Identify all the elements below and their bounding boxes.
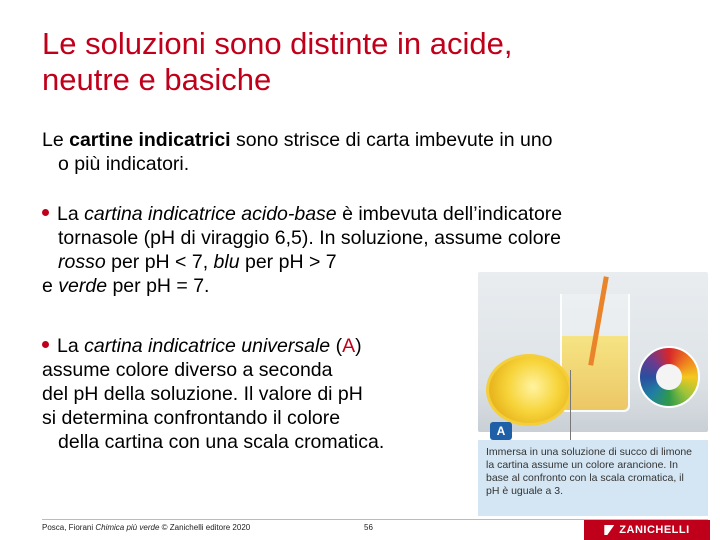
universal-paragraph: [42, 334, 482, 454]
p2-text-a: La: [57, 203, 85, 225]
logo-mark-icon: [604, 525, 614, 535]
intro-term: cartine indicatrici: [69, 129, 231, 151]
p2-l3-t2: per pH > 7: [239, 251, 337, 273]
intro-text-pre: Le: [42, 129, 70, 151]
p3-text-b: (: [330, 335, 343, 357]
slide-title: [42, 26, 682, 98]
p2-red-word: rosso: [58, 251, 106, 273]
bullet-icon: [42, 341, 49, 348]
color-scale-wheel-icon: [638, 346, 700, 408]
publisher-logo: [584, 520, 710, 540]
p2-term: cartina indicatrice acido-base: [84, 203, 337, 225]
p2-green-word: verde: [58, 275, 108, 297]
intro-text-post: sono strisce di carta imbevute in uno: [230, 129, 553, 151]
footer-credit-pre: Posca, Fiorani: [42, 523, 96, 532]
caption-pointer-line: [570, 370, 571, 440]
p2-line2: tornasole (pH di viraggio 6,5). In soluzione, assume colore: [58, 227, 561, 249]
p2-text-b: è imbevuta dell’indicatore: [336, 203, 563, 225]
footer-book-title: Chimica più verde: [95, 523, 160, 532]
page-number: 56: [364, 523, 373, 532]
figure-reference: A: [342, 335, 356, 357]
p3-text-c: ): [355, 335, 362, 357]
p3-term: cartina indicatrice universale: [84, 335, 331, 357]
p2-blue-word: blu: [213, 251, 240, 273]
p3-line4: si determina confrontando il colore: [42, 407, 341, 429]
footer-credit-post: © Zanichelli editore 2020: [159, 523, 251, 532]
p2-l4-t1: e: [42, 275, 59, 297]
footer-credit: [42, 523, 250, 533]
bullet-icon: [42, 209, 49, 216]
p2-l4-t2: per pH = 7.: [107, 275, 210, 297]
figure-tag: A: [490, 422, 512, 440]
p3-text-a: La: [57, 335, 85, 357]
p3-line5: della cartina con una scala cromatica.: [58, 431, 385, 453]
title-line-2: neutre e basiche: [42, 62, 272, 97]
indicator-photo: [478, 272, 708, 432]
title-line-1: Le soluzioni sono distinte in acide,: [42, 26, 513, 61]
intro-paragraph: [42, 128, 682, 176]
intro-text-line2: o più indicatori.: [58, 153, 190, 175]
p3-line2: assume colore diverso a seconda: [42, 359, 333, 381]
p2-l3-t1: per pH < 7,: [105, 251, 214, 273]
p3-line3: del pH della soluzione. Il valore di pH: [42, 383, 363, 405]
figure-caption: Immersa in una soluzione di succo di limone la cartina assume un colore arancione. In base al confronto con la scala cromatica, il pH è uguale a 3.: [478, 440, 708, 516]
lemon-icon: [486, 354, 572, 426]
logo-text: ZANICHELLI: [619, 524, 690, 536]
